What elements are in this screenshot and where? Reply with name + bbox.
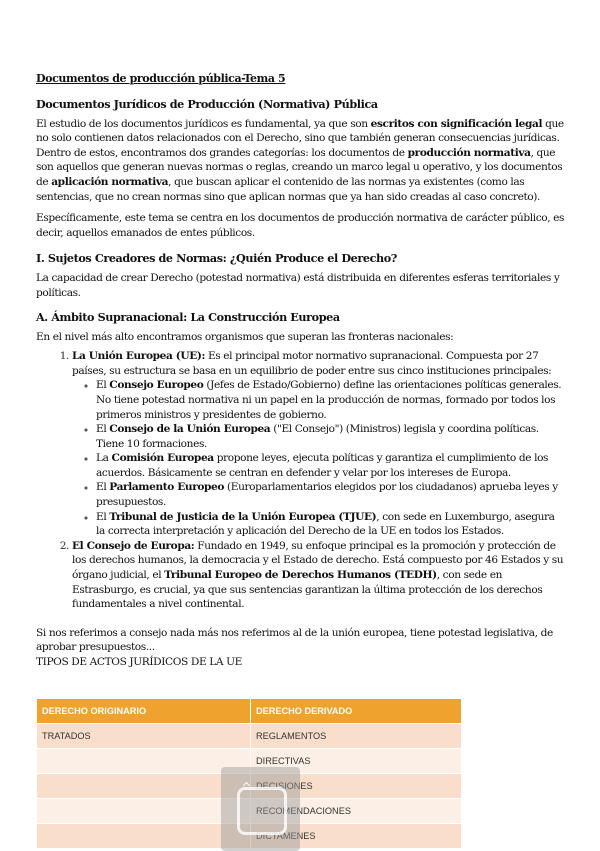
bold-text: Consejo Europeo bbox=[109, 379, 204, 392]
list-item bbox=[96, 422, 566, 451]
list-item bbox=[96, 480, 566, 509]
bold-text: aplicación normativa bbox=[51, 175, 169, 188]
text: Es el principal motor normativo supranacional. Compuesta por 27 países, su estructura se basa en un equilibrio de poder entre sus cinco instituciones principales: bbox=[72, 350, 552, 377]
table-cell: RECOMENDACIONES bbox=[251, 799, 462, 824]
text: Fundado en 1949, su enfoque principal es la promoción y protección de los derechos humanos, la democracia y el Estado de derecho. Está compuesto por 46 Estados y su órgano judicial, el bbox=[72, 539, 564, 582]
bold-text: Tribunal Europeo de Derechos Humanos (TEDH) bbox=[164, 569, 437, 582]
text: , que son aquellos que generan nuevas normas o reglas, creando un marco legal u operativo, y los documentos de bbox=[36, 146, 563, 188]
list-item bbox=[96, 510, 566, 539]
paragraph-level: En el nivel más alto encontramos organismos que superan las fronteras nacionales: bbox=[36, 330, 454, 343]
list-item-consejo-europa bbox=[72, 539, 566, 612]
text: El bbox=[96, 423, 110, 436]
text: , que buscan aplicar el contenido de las normas ya existentes (como las sentencias, que no crean normas sino que aplican normas que ya han sido creadas al caso concreto). bbox=[36, 175, 540, 203]
table-cell bbox=[37, 799, 251, 824]
text: que no solo contienen datos relacionados con el Derecho, sino que también generan consecuencias jurídicas. Dentro de estos, encontramos dos grandes categorías: los documentos de bbox=[36, 117, 564, 159]
table-cell: DICTAMENES bbox=[251, 824, 462, 849]
intro-paragraph bbox=[36, 117, 566, 205]
bold-text: La Unión Europea (UE): bbox=[72, 350, 205, 363]
paragraph-specific: Específicamente, este tema se centra en los documentos de producción normativa de carácter público, es decir, aquellos emanados de entes públicos. bbox=[36, 212, 565, 239]
institutions-list bbox=[72, 378, 566, 539]
table-cell bbox=[37, 824, 251, 849]
header-originario: DERECHO ORIGINARIO bbox=[37, 699, 251, 724]
main-heading: Documentos Jurídicos de Producción (Normativa) Pública bbox=[36, 96, 378, 111]
text: La bbox=[96, 452, 112, 465]
scroll-to-top-button[interactable] bbox=[221, 767, 300, 851]
bold-text: Parlamento Europeo bbox=[109, 481, 225, 494]
text: El bbox=[96, 379, 110, 392]
bold-text: producción normativa bbox=[407, 146, 531, 159]
table-cell bbox=[37, 749, 251, 774]
bold-text: Tribunal de Justicia de la Unión Europea (TJUE) bbox=[109, 510, 377, 523]
chevron-up-icon: ^ bbox=[241, 781, 252, 796]
document-page bbox=[36, 72, 566, 670]
bold-text: El Consejo de Europa: bbox=[72, 539, 195, 552]
header-derivado: DERECHO DERIVADO bbox=[251, 699, 462, 724]
table-cell: REGLAMENTOS bbox=[251, 724, 462, 749]
section-heading-a: A. Ámbito Supranacional: La Construcción Europea bbox=[36, 309, 340, 324]
table-cell bbox=[37, 774, 251, 799]
text: ("El Consejo") (Ministros) legisla y coordina políticas. Tiene 10 formaciones. bbox=[96, 423, 539, 450]
table-cell: TRATADOS bbox=[37, 724, 251, 749]
text: (Europarlamentarios elegidos por los ciudadanos) aprueba leyes y presupuestos. bbox=[96, 481, 558, 509]
list-item-ue bbox=[72, 349, 566, 539]
bold-text: escritos con significación legal bbox=[370, 117, 543, 130]
table-row bbox=[37, 724, 462, 749]
text: El bbox=[96, 481, 110, 494]
text: El estudio de los documentos jurídicos es fundamental, ya que son bbox=[36, 117, 371, 130]
text: (Jefes de Estado/Gobierno) define las orientaciones políticas generales. No tiene potestad normativa ni un papel en la producción de normas, formado por todos los primeros ministros y presidentes de gobierno. bbox=[96, 379, 562, 421]
text: El bbox=[96, 510, 110, 523]
table-header-row bbox=[37, 699, 462, 724]
table-cell: DIRECTIVAS bbox=[251, 749, 462, 774]
text: , con sede en Luxemburgo, asegura la correcta interpretación y aplicación del Derecho de la UE en todos los Estados. bbox=[96, 510, 555, 538]
list-item bbox=[96, 378, 566, 422]
bold-text: Consejo de la Unión Europea bbox=[109, 423, 271, 436]
text: propone leyes, ejecuta políticas y garantiza el cumplimiento de los acuerdos. Básicamente se centran en defender y velar por los intereses de Europa. bbox=[96, 452, 549, 479]
document-title: Documentos de producción pública-Tema 5 bbox=[36, 72, 286, 85]
table-cell: DECISIONES bbox=[251, 774, 462, 799]
section-heading-1: I. Sujetos Creadores de Normas: ¿Quién Produce el Derecho? bbox=[36, 251, 397, 266]
list-item bbox=[96, 451, 566, 480]
table-caption: TIPOS DE ACTOS JURÍDICOS DE LA UE bbox=[36, 656, 242, 668]
paragraph-capacity: La capacidad de crear Derecho (potestad normativa) está distribuida en diferentes esferas territoriales y políticas. bbox=[36, 272, 560, 299]
bold-text: Comisión Europea bbox=[111, 452, 214, 465]
organizations-list bbox=[36, 349, 566, 612]
paragraph-consejo: Si nos referimos a consejo nada más nos referimos al de la unión europea, tiene potestad legislativa, de aprobar presupuestos... bbox=[36, 626, 553, 654]
text: , con sede en Estrasburgo, es crucial, ya que sus sentencias garantizan la última protección de los derechos fundamentales a nivel continental. bbox=[72, 569, 543, 611]
